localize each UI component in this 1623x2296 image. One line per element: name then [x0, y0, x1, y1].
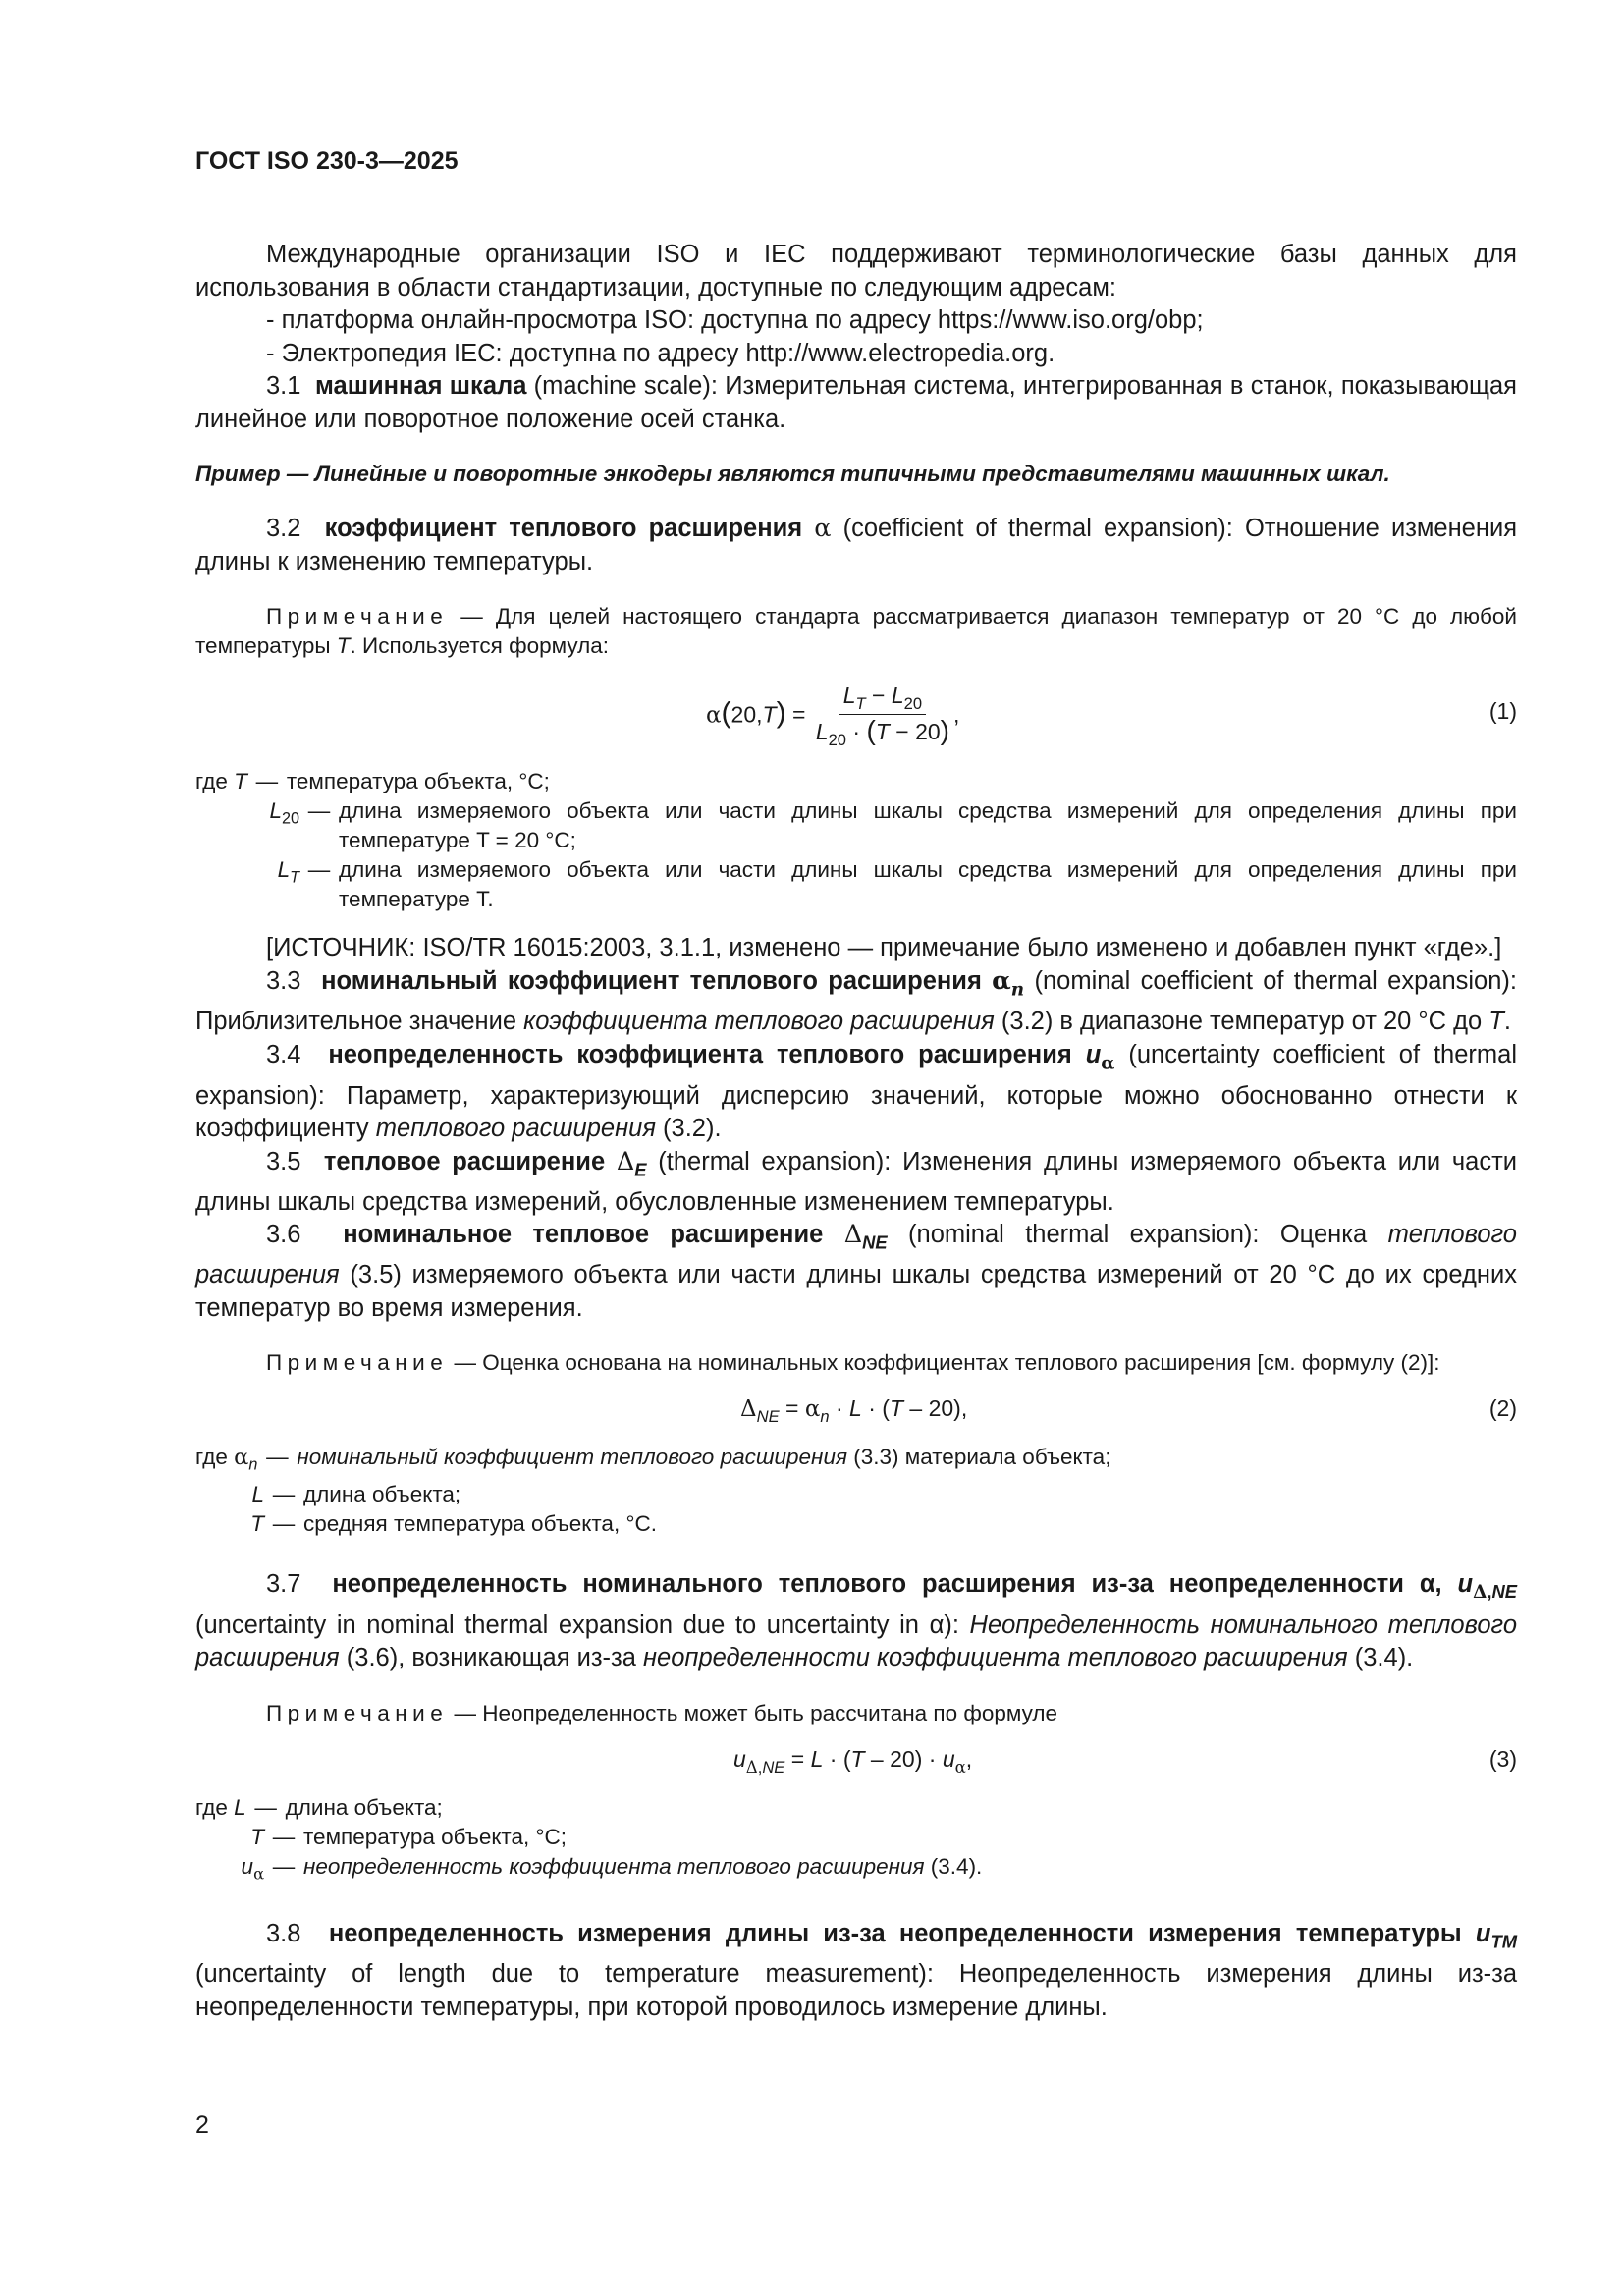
- formula-3-legend: [195, 1793, 1517, 1889]
- legend-row-T-3: T — температура объекта, °C;: [250, 1824, 567, 1849]
- legend-row-L: L — длина объекта;: [251, 1481, 461, 1506]
- legend-row-L-3: где L — длина объекта;: [195, 1794, 443, 1820]
- term-3-1-name: машинная шкала: [315, 372, 527, 400]
- formula-2-legend: [195, 1443, 1517, 1539]
- term-3-8-name: неопределенность измерения длины из-за неопределенности измерения температуры: [328, 1920, 1462, 1948]
- formula-2: [195, 1395, 1517, 1443]
- term-3-3-name: номинальный коэффициент теплового расширения: [321, 966, 982, 995]
- legend-row-T: где T — температура объекта, °C;: [195, 769, 550, 793]
- term-3-1: 3.1 машинная шкала (machine scale): Измерительная система, интегрированная в станок, показывающая линейное или поворотное положение осей станка.: [195, 372, 1517, 433]
- term-3-6-note: Примечание — Оценка основана на номинальных коэффициентах теплового расширения [см. формулу (2)]:: [266, 1350, 1440, 1376]
- term-3-6-name: номинальное тепловое расширение: [343, 1221, 824, 1249]
- formula-2-number: (2): [1488, 1395, 1517, 1422]
- term-3-7: 3.7 неопределенность номинального теплового расширения из-за неопределенности α, $u_{\Delta,NE}$ (uncertainty in nominal thermal expansion due to uncertainty in α): Неопределенность номинального теплового расширения (3.6), возникающая из-за неопределенности коэффициента теплового расширения (3.4).: [195, 1569, 1517, 1672]
- legend-row-L20: $L_{20}$ — длина измеряемого объекта или части длины шкалы средства измерений для определения длины при температуре T = 20 °C;: [269, 798, 1517, 852]
- document-page: [195, 147, 1517, 2024]
- term-3-7-note: Примечание — Неопределенность может быть рассчитана по формуле: [266, 1700, 1058, 1725]
- term-3-2-source: [ИСТОЧНИК: ISO/TR 16015:2003, 3.1.1, изменено — примечание было изменено и добавлен пункт «где».]: [266, 934, 1502, 961]
- term-3-5: 3.5 тепловое расширение $\Delta_E$ (thermal expansion): Изменения длины измеряемого объекта или части длины шкалы средства измерений, обусловленные изменением температуры.: [195, 1146, 1518, 1216]
- legend-row-T-mean: T — средняя температура объекта, °C.: [250, 1510, 657, 1536]
- term-3-4-name: неопределенность коэффициента теплового расширения: [328, 1040, 1072, 1068]
- term-3-7-name: неопределенность номинального теплового расширения из-за неопределенности α,: [332, 1569, 1442, 1598]
- formula-2-expression: $\Delta_{NE} = \alpha_n \cdot L \cdot (T - 20)$,: [740, 1395, 968, 1426]
- document-header: ГОСТ ISO 230-3—2025: [195, 147, 459, 175]
- legend-row-u-alpha: $u_\alpha$ — неопределенность коэффициента теплового расширения (3.4).: [241, 1853, 983, 1884]
- formula-1: [195, 679, 1517, 749]
- formula-3-number: (3): [1488, 1745, 1517, 1772]
- term-3-8: 3.8 неопределенность измерения длины из-за неопределенности измерения температуры $u_{TM}$ (uncertainty of length due to temperature measurement): Неопределенность измерения длины из-за неопределенности температуры, при которой проводилось измерение длины.: [195, 1920, 1518, 2021]
- page-number: 2: [195, 2111, 209, 2139]
- formula-3-expression: $u_{\Delta,NE} = L \cdot (T - 20) \cdot u_\alpha$,: [733, 1745, 973, 1777]
- formula-1-legend: [195, 767, 1517, 914]
- term-3-2-note: Примечание — Для целей настоящего стандарта рассматривается диапазон температур от 20 °C до любой температуры T. Используется формула:: [195, 604, 1517, 658]
- term-3-1-example: Пример — Линейные и поворотные энкодеры являются типичными представителями машинных шкал.: [195, 462, 1390, 486]
- term-3-2: 3.2 коэффициент теплового расширения α (coefficient of thermal expansion): Отношение изменения длины к изменению температуры.: [195, 514, 1517, 575]
- intro-paragraph: Международные организации ISO и IEC поддерживают терминологические базы данных для использования в области стандартизации, доступные по следующим адресам:: [195, 241, 1517, 301]
- formula-1-number: (1): [1488, 698, 1517, 724]
- term-3-3: 3.3 номинальный коэффициент теплового расширения $\alpha_n$ (nominal coefficient of thermal expansion): Приблизительное значение коэффициента теплового расширения (3.2) в диапазоне температур от 20 °C до T.: [195, 965, 1517, 1036]
- term-3-4: 3.4 неопределенность коэффициента теплового расширения $u_\alpha$ (uncertainty coefficient of thermal expansion): Параметр, характеризующий дисперсию значений, которые можно обоснованно отнести к коэффициенту теплового расширения (3.2).: [195, 1040, 1517, 1143]
- intro-item-iso: - платформа онлайн-просмотра ISO: доступна по адресу https://www.iso.org/obp;: [266, 306, 1204, 334]
- formula-1-expression: α(20,T) = $\frac{L_T - L_{20}}{L_{20} \cdot (T - 20)}$ ,: [706, 683, 960, 749]
- intro-item-iec: - Электропедия IEC: доступна по адресу http://www.electropedia.org.: [266, 339, 1055, 367]
- legend-row-alpha-n: где $\alpha_n$ — номинальный коэффициент теплового расширения (3.3) материала объекта;: [195, 1445, 1111, 1474]
- term-3-2-name: коэффициент теплового расширения: [324, 515, 803, 542]
- term-3-6: 3.6 номинальное тепловое расширение $\Delta_{NE}$ (nominal thermal expansion): Оценка теплового расширения (3.5) измеряемого объекта или части длины шкалы средства измерений от 20 °C до их средних температур во время измерения.: [195, 1220, 1517, 1322]
- term-3-5-name: тепловое расширение: [323, 1147, 606, 1175]
- legend-row-LT: $L_T$ — длина измеряемого объекта или части длины шкалы средства измерений для определения длины при температуре T.: [277, 857, 1517, 911]
- formula-3: [195, 1746, 1517, 1793]
